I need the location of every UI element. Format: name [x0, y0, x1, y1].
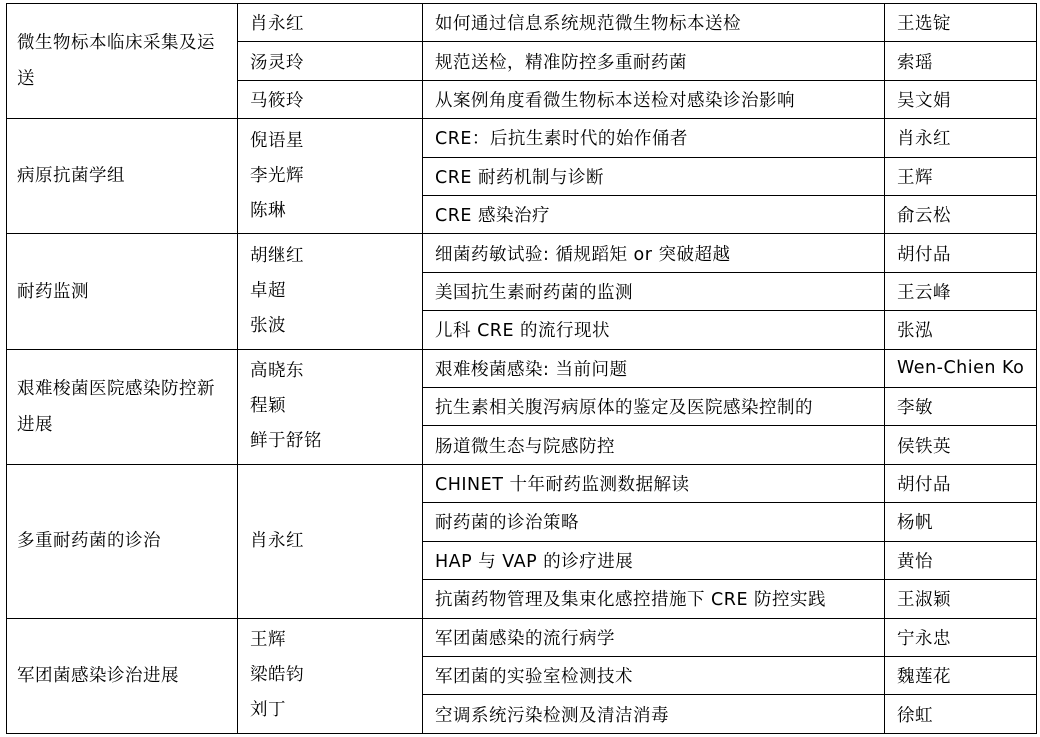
session-chair: 马筱玲: [238, 80, 423, 118]
chair-name: 肖永红: [250, 530, 304, 551]
talk-speaker: 李敏: [885, 388, 1037, 426]
talk-speaker: 宁永忠: [885, 618, 1037, 656]
talk-topic: 如何通过信息系统规范微生物标本送检: [423, 4, 885, 42]
chair-name: 刘丁: [250, 700, 286, 721]
talk-topic: 细菌药敏试验: 循规蹈矩 or 突破超越: [423, 234, 885, 272]
table-row: [7, 234, 1037, 272]
chair-name: 胡继红: [250, 246, 304, 267]
table-row: [7, 618, 1037, 656]
talk-speaker: 侯铁英: [885, 426, 1037, 464]
session-chairs: [238, 349, 423, 464]
session-chairs: [238, 234, 423, 349]
chair-name: 程颖: [250, 396, 286, 417]
chair-name: 倪语星: [250, 130, 304, 151]
session-title: 多重耐药菌的诊治: [7, 464, 238, 618]
talk-topic: 耐药菌的诊治策略: [423, 503, 885, 541]
talk-topic: 抗生素相关腹泻病原体的鉴定及医院感染控制的: [423, 388, 885, 426]
talk-topic: HAP 与 VAP 的诊疗进展: [423, 541, 885, 579]
talk-topic: 艰难梭菌感染: 当前问题: [423, 349, 885, 387]
talk-speaker: 王选锭: [885, 4, 1037, 42]
talk-speaker: 徐虹: [885, 695, 1037, 734]
talk-speaker: 肖永红: [885, 119, 1037, 157]
talk-speaker: 王辉: [885, 157, 1037, 195]
session-title: 病原抗菌学组: [7, 119, 238, 234]
session-title: 艰难梭菌医院感染防控新进展: [7, 349, 238, 464]
talk-topic: 美国抗生素耐药菌的监测: [423, 272, 885, 310]
talk-topic: 抗菌药物管理及集束化感控措施下 CRE 防控实践: [423, 580, 885, 618]
session-title: 耐药监测: [7, 234, 238, 349]
talk-topic: 军团菌的实验室检测技术: [423, 656, 885, 694]
chair-name: 鲜于舒铭: [250, 431, 322, 452]
chair-name: 王辉: [250, 630, 286, 651]
talk-topic: 军团菌感染的流行病学: [423, 618, 885, 656]
session-chair: 汤灵玲: [238, 42, 423, 80]
talk-speaker: 张泓: [885, 311, 1037, 349]
table-row: [7, 464, 1037, 502]
talk-topic: 从案例角度看微生物标本送检对感染诊治影响: [423, 80, 885, 118]
talk-topic: CRE 感染治疗: [423, 196, 885, 234]
talk-topic: CHINET 十年耐药监测数据解读: [423, 464, 885, 502]
talk-speaker: 黄怡: [885, 541, 1037, 579]
talk-speaker: 王淑颖: [885, 580, 1037, 618]
table-row: [7, 4, 1037, 42]
talk-speaker: 胡付品: [885, 234, 1037, 272]
talk-speaker: 吴文娟: [885, 80, 1037, 118]
session-title: 微生物标本临床采集及运送: [7, 4, 238, 119]
talk-topic: CRE：后抗生素时代的始作俑者: [423, 119, 885, 157]
chair-name: 高晓东: [250, 361, 304, 382]
chair-name: 陈琳: [250, 200, 286, 221]
talk-topic: 空调系统污染检测及清洁消毒: [423, 695, 885, 734]
talk-speaker: 俞云松: [885, 196, 1037, 234]
session-chair: 肖永红: [238, 4, 423, 42]
table-row: [7, 119, 1037, 157]
talk-speaker: 索瑶: [885, 42, 1037, 80]
chair-name: 卓超: [250, 281, 286, 302]
session-chairs: [238, 618, 423, 734]
table-row: [7, 349, 1037, 387]
chair-name: 李光辉: [250, 165, 304, 186]
chair-name: 张波: [250, 316, 286, 337]
session-title: 军团菌感染诊治进展: [7, 618, 238, 734]
schedule-table: [6, 3, 1037, 734]
talk-topic: 儿科 CRE 的流行现状: [423, 311, 885, 349]
session-chairs: [238, 464, 423, 618]
chair-name: 梁皓钧: [250, 665, 304, 686]
talk-speaker: 胡付品: [885, 464, 1037, 502]
talk-speaker: 杨帆: [885, 503, 1037, 541]
talk-topic: 肠道微生态与院感防控: [423, 426, 885, 464]
talk-speaker: Wen-Chien Ko: [885, 349, 1037, 387]
talk-speaker: 王云峰: [885, 272, 1037, 310]
session-chairs: [238, 119, 423, 234]
talk-topic: CRE 耐药机制与诊断: [423, 157, 885, 195]
schedule-body: [7, 4, 1037, 734]
talk-speaker: 魏莲花: [885, 656, 1037, 694]
talk-topic: 规范送检，精准防控多重耐药菌: [423, 42, 885, 80]
